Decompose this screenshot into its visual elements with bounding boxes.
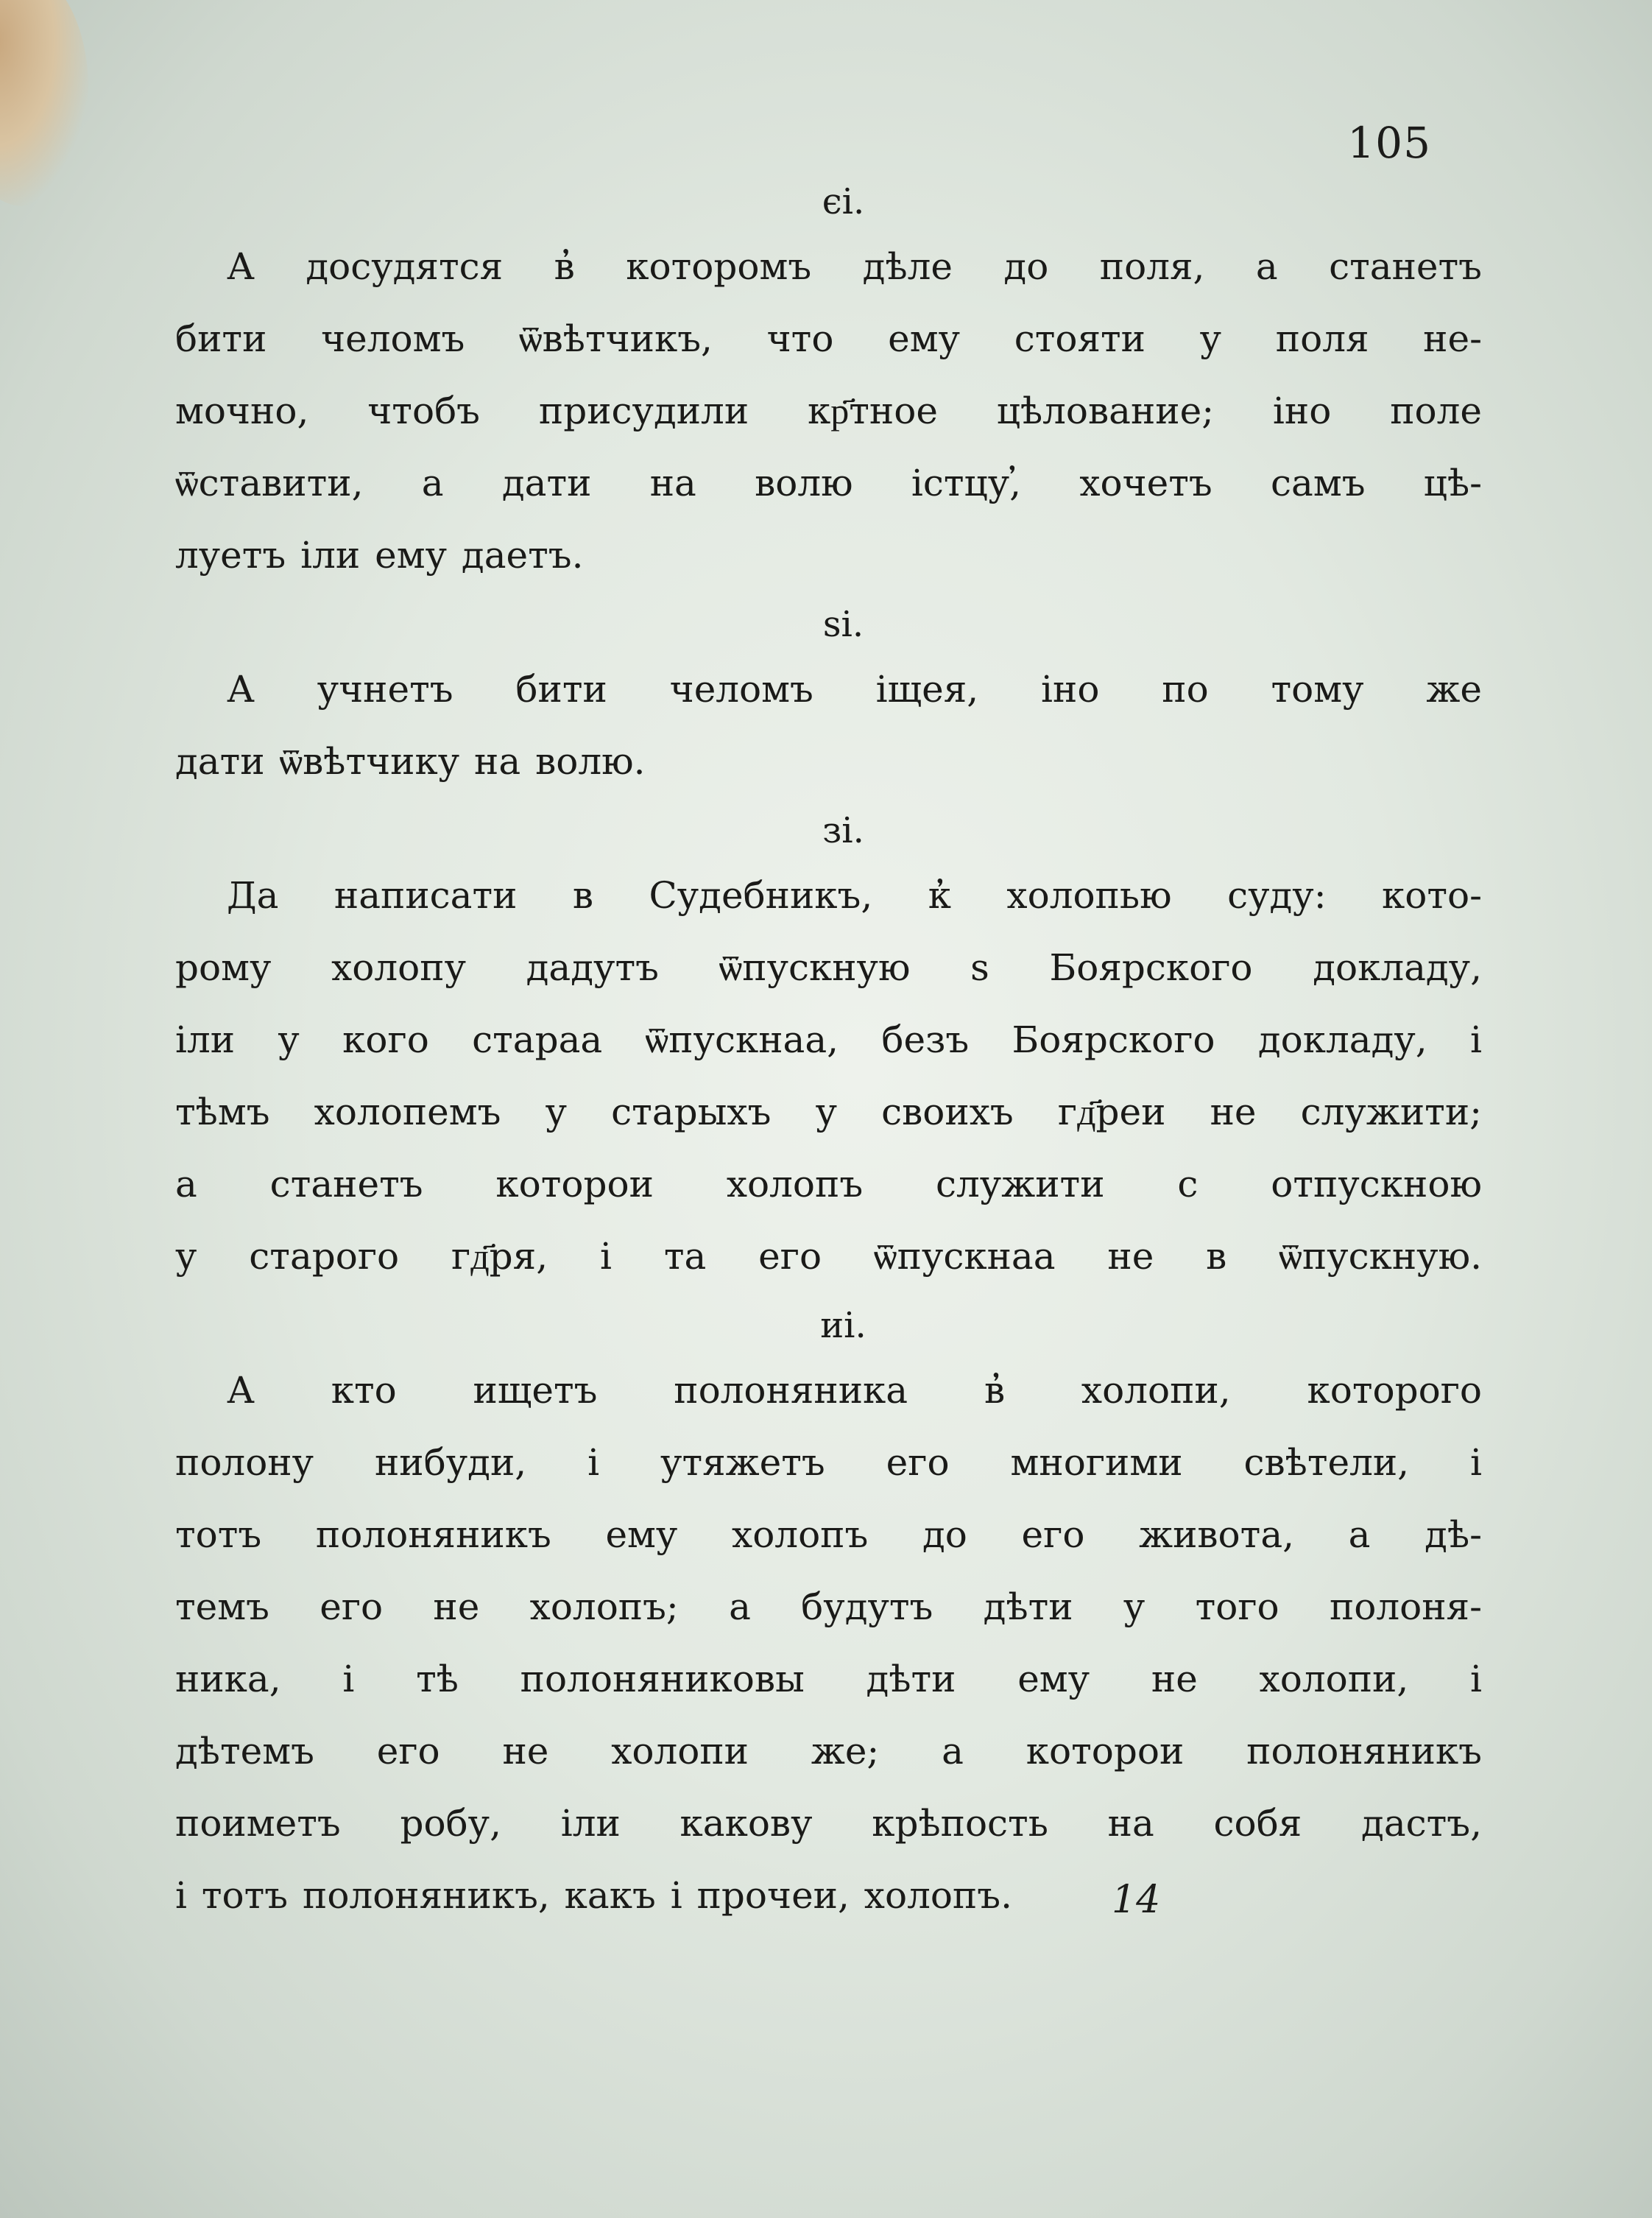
text-line: луетъ іли ему даетъ. <box>175 534 584 577</box>
text-line: і тотъ полоняникъ, какъ і прочеи, холопъ. <box>175 1874 1012 1917</box>
section-number: иі. <box>820 1305 866 1346</box>
text-line: А кто ищетъ полоняника в̓ холопи, которого <box>227 1369 1482 1412</box>
text-line: рому холопу дадутъ ѿпускную ѕ Боярского докладу, <box>175 946 1482 989</box>
page-stain <box>0 0 88 206</box>
text-line: а станетъ которои холопъ служити с отпускною <box>175 1163 1482 1205</box>
page-number: 105 <box>1347 118 1431 168</box>
paragraph <box>175 230 1482 591</box>
text-line: Да написати в Судебникъ, к̓ холопью суду: кото- <box>227 874 1482 917</box>
text-line: ника, і тѣ полоняниковы дѣти ему не холопи, і <box>175 1658 1482 1700</box>
text-line: у старого гд҃ря, і та его ѿпускнаа не в ѿпускную. <box>175 1235 1482 1278</box>
text-line: ѿставити, а дати на волю істцу,̓ хочетъ самъ цѣ- <box>175 462 1482 504</box>
section-number: ѕі. <box>822 604 864 645</box>
text-line: бити челомъ ѿвѣтчикъ, что ему стояти у поля не- <box>175 317 1482 360</box>
section-number: єі. <box>822 181 865 222</box>
text-line: поиметъ робу, іли какову крѣпость на собя дастъ, <box>175 1802 1482 1845</box>
text-line: темъ его не холопъ; а будутъ дѣти у того полоня- <box>175 1585 1482 1628</box>
signature-mark: 14 <box>1112 1878 1161 1922</box>
paragraph <box>175 859 1482 1292</box>
text-line: іли у кого стараа ѿпускнаа, безъ Боярского докладу, і <box>175 1018 1482 1061</box>
text-line: дѣтемъ его не холопи же; а которои полоняникъ <box>175 1730 1482 1772</box>
text-line: А досудятся в̓ которомъ дѣле до поля, а станетъ <box>227 245 1482 288</box>
paragraph <box>175 653 1482 798</box>
text-line: полону нибуди, і утяжетъ его многими свѣтели, і <box>175 1441 1482 1484</box>
text-line: тотъ полоняникъ ему холопъ до его живота, а дѣ- <box>175 1513 1482 1556</box>
paragraph <box>175 1354 1482 1932</box>
section-number: зі. <box>822 810 864 851</box>
text-line: мочно, чтобъ присудили кр҃тное цѣлование; іно поле <box>175 390 1482 432</box>
text-block <box>175 173 1482 1936</box>
text-line: А учнетъ бити челомъ іщея, іно по тому же <box>227 668 1482 711</box>
text-line: тѣмъ холопемъ у старыхъ у своихъ гд҃реи не служити; <box>175 1091 1482 1133</box>
text-line: дати ѿвѣтчику на волю. <box>175 740 646 783</box>
